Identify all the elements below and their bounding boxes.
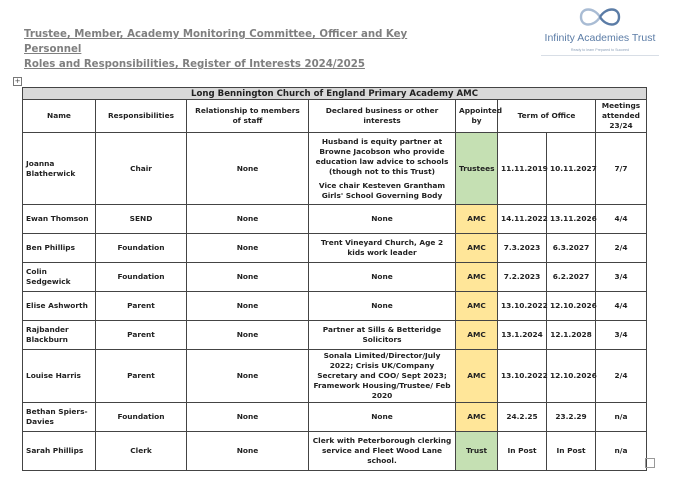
responsibility: Parent	[96, 321, 187, 350]
meetings-attended: 2/4	[596, 350, 647, 403]
term-start-date: 7.2.2023	[498, 263, 547, 292]
table-header-row	[23, 100, 647, 133]
declared-interest	[309, 350, 456, 403]
term-end-date: 10.11.2027	[547, 133, 596, 205]
end-of-cell-marker	[645, 458, 655, 468]
header-relationship: Relationship to members of staff	[187, 100, 309, 133]
declared-interest-text: None	[371, 412, 393, 421]
responsibility: SEND	[96, 205, 187, 234]
declared-interest	[309, 234, 456, 263]
member-name: Sarah Phillips	[23, 432, 96, 471]
meetings-attended: 3/4	[596, 321, 647, 350]
staff-relationship: None	[187, 321, 309, 350]
header-name: Name	[23, 100, 96, 133]
table-row	[23, 321, 647, 350]
term-end-date: 12.10.2026	[547, 350, 596, 403]
appointed-by: AMC	[456, 403, 498, 432]
table-row	[23, 403, 647, 432]
meetings-attended: 3/4	[596, 263, 647, 292]
member-name: Rajbander Blackburn	[23, 321, 96, 350]
responsibility: Foundation	[96, 403, 187, 432]
member-name: Colin Sedgewick	[23, 263, 96, 292]
table-move-handle-icon[interactable]: +	[14, 77, 21, 85]
table-row	[23, 263, 647, 292]
staff-relationship: None	[187, 350, 309, 403]
table-row	[23, 205, 647, 234]
table-row	[23, 350, 647, 403]
header-meetings-attended: Meetings attended 23/24	[596, 100, 647, 133]
appointed-by: Trust	[456, 432, 498, 471]
declared-interest-text-2: Vice chair Kesteven Grantham Girls' School Governing Body	[318, 180, 446, 200]
declared-interest	[309, 292, 456, 321]
meetings-attended: 4/4	[596, 292, 647, 321]
meetings-attended: n/a	[596, 403, 647, 432]
appointed-by: AMC	[456, 292, 498, 321]
term-start-date: 7.3.2023	[498, 234, 547, 263]
table-row	[23, 432, 647, 471]
term-end-date: 6.2.2027	[547, 263, 596, 292]
staff-relationship: None	[187, 292, 309, 321]
header-appointed-by: Appointed by	[456, 100, 498, 133]
member-name: Ben Phillips	[23, 234, 96, 263]
responsibility: Foundation	[96, 234, 187, 263]
declared-interest-text: None	[371, 214, 393, 223]
appointed-by: AMC	[456, 263, 498, 292]
term-start-date: 24.2.25	[498, 403, 547, 432]
staff-relationship: None	[187, 403, 309, 432]
term-start-date: 13.10.2022	[498, 292, 547, 321]
header-responsibilities: Responsibilities	[96, 100, 187, 133]
staff-relationship: None	[187, 234, 309, 263]
meetings-attended: 4/4	[596, 205, 647, 234]
appointed-by: AMC	[456, 321, 498, 350]
declared-interest-text: None	[371, 301, 393, 310]
document-title	[24, 27, 444, 72]
declared-interest-text: Clerk with Peterborough clerking service and Fleet Wood Lane school.	[312, 436, 452, 465]
term-end-date: 13.11.2026	[547, 205, 596, 234]
logo-tagline: Ready to learn Prepared to Succeed	[570, 48, 630, 52]
declared-interest	[309, 321, 456, 350]
appointed-by: AMC	[456, 234, 498, 263]
term-end-date: In Post	[547, 432, 596, 471]
meetings-attended: 2/4	[596, 234, 647, 263]
term-end-date: 12.1.2028	[547, 321, 596, 350]
meetings-attended: n/a	[596, 432, 647, 471]
table-row	[23, 133, 647, 205]
declared-interest	[309, 205, 456, 234]
header-declared-interests: Declared business or other interests	[309, 100, 456, 133]
declared-interest-text: Partner at Sills & Betteridge Solicitors	[322, 325, 442, 344]
table-row	[23, 234, 647, 263]
declared-interest	[309, 432, 456, 471]
meetings-attended: 7/7	[596, 133, 647, 205]
declared-interest-text: Trent Vineyard Church, Age 2 kids work leader	[320, 238, 444, 257]
term-end-date: 12.10.2026	[547, 292, 596, 321]
declared-interest-text: None	[371, 272, 393, 281]
infinity-icon	[577, 4, 623, 30]
term-start-date: 14.11.2022	[498, 205, 547, 234]
term-end-date: 23.2.29	[547, 403, 596, 432]
responsibility: Clerk	[96, 432, 187, 471]
table-title: Long Bennington Church of England Primary Academy AMC	[23, 88, 647, 100]
table-row	[23, 292, 647, 321]
responsibility: Chair	[96, 133, 187, 205]
term-start-date: 13.1.2024	[498, 321, 547, 350]
appointed-by: AMC	[456, 205, 498, 234]
declared-interest	[309, 263, 456, 292]
declared-interest	[309, 133, 456, 205]
responsibility: Foundation	[96, 263, 187, 292]
header-term-of-office: Term of Office	[498, 100, 596, 133]
document-title-line-1: Trustee, Member, Academy Monitoring Committee, Officer and Key Personnel	[24, 29, 408, 55]
term-start-date: In Post	[498, 432, 547, 471]
term-start-date: 13.10.2022	[498, 350, 547, 403]
staff-relationship: None	[187, 263, 309, 292]
appointed-by: Trustees	[456, 133, 498, 205]
declared-interest-text: Husband is equity partner at Browne Jacobson who provide education law advice to schools (though not to this Trust)	[315, 136, 449, 176]
member-name: Elise Ashworth	[23, 292, 96, 321]
staff-relationship: None	[187, 205, 309, 234]
declared-interest-text: Sonala Limited/Director/July 2022; Crisis UK/Company Secretary and COO/ Sept 2023; Framework Housing/Trustee/ Feb 2020	[313, 351, 451, 400]
declared-interest	[309, 403, 456, 432]
trust-logo	[535, 4, 665, 62]
logo-name: Infinity Academies Trust	[544, 32, 656, 44]
term-start-date: 11.11.2019	[498, 133, 547, 205]
member-name: Ewan Thomson	[23, 205, 96, 234]
document-title-line-2: Roles and Responsibilities, Register of Interests 2024/2025	[24, 59, 365, 70]
register-table	[22, 87, 647, 471]
member-name: Bethan Spiers-Davies	[23, 403, 96, 432]
appointed-by: AMC	[456, 350, 498, 403]
responsibility: Parent	[96, 292, 187, 321]
member-name: Louise Harris	[23, 350, 96, 403]
logo-divider	[541, 55, 659, 56]
term-end-date: 6.3.2027	[547, 234, 596, 263]
staff-relationship: None	[187, 133, 309, 205]
responsibility: Parent	[96, 350, 187, 403]
staff-relationship: None	[187, 432, 309, 471]
member-name: Joanna Blatherwick	[23, 133, 96, 205]
